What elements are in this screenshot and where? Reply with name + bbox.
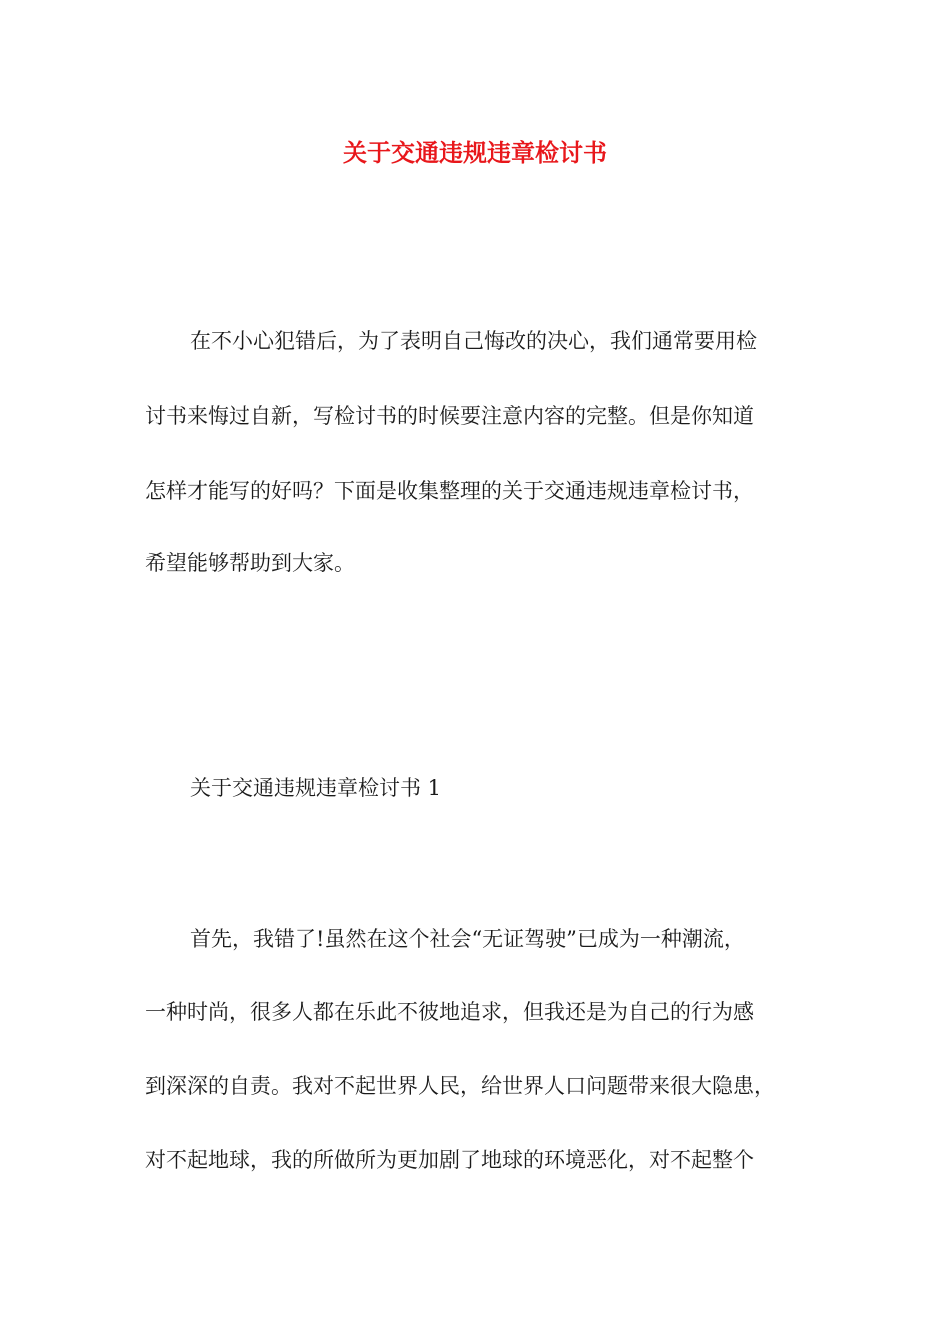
document-title: 关于交通违规违章检讨书 bbox=[343, 138, 607, 167]
body-line-2: 一种时尚，很多人都在乐此不彼地追求，但我还是为自己的行为感 bbox=[145, 1000, 754, 1024]
intro-line-1: 在不小心犯错后，为了表明自己悔改的决心，我们通常要用检 bbox=[190, 329, 757, 353]
intro-line-4: 希望能够帮助到大家。 bbox=[145, 551, 355, 575]
body-line-4: 对不起地球，我的所做所为更加剧了地球的环境恶化，对不起整个 bbox=[145, 1148, 754, 1172]
body-line-3: 到深深的自责。我对不起世界人民，给世界人口问题带来很大隐患， bbox=[145, 1074, 775, 1098]
intro-line-2: 讨书来悔过自新，写检讨书的时候要注意内容的完整。但是你知道 bbox=[145, 404, 754, 428]
section-heading: 关于交通违规违章检讨书 1 bbox=[190, 776, 442, 800]
body-line-1: 首先，我错了!虽然在这个社会“无证驾驶”已成为一种潮流， bbox=[190, 927, 745, 951]
intro-line-3: 怎样才能写的好吗？下面是收集整理的关于交通违规违章检讨书， bbox=[145, 479, 754, 503]
